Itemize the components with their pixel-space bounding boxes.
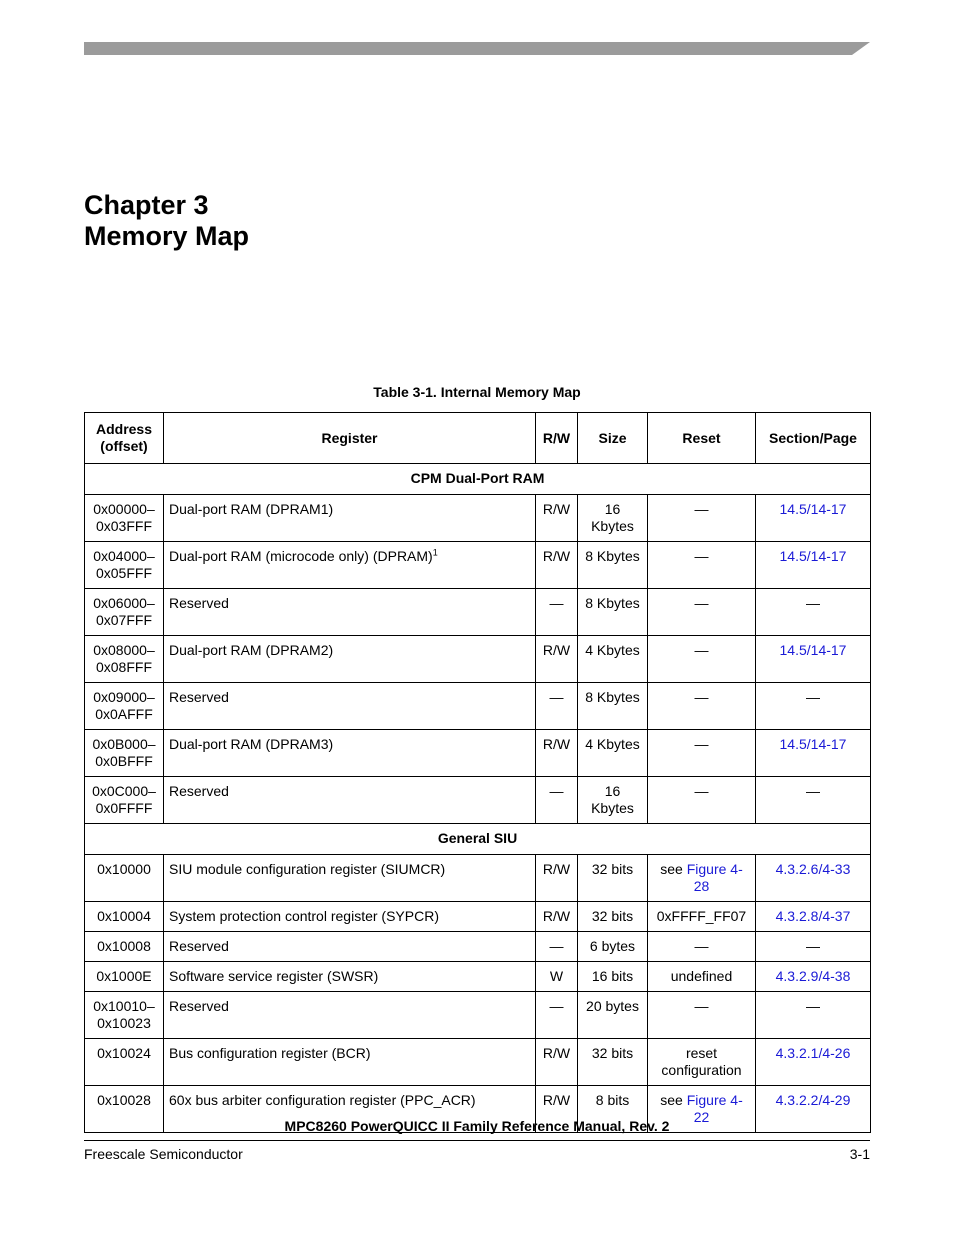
footer-manual-title: MPC8260 PowerQUICC II Family Reference Manual, Rev. 2	[284, 1118, 670, 1134]
table-row	[85, 902, 871, 932]
header-address-line2: (offset)	[100, 438, 148, 454]
section-cell[interactable]	[756, 730, 871, 777]
rw-cell: —	[536, 777, 578, 824]
section-cell: —	[756, 589, 871, 636]
register-cell: Reserved	[164, 992, 536, 1039]
section-link[interactable]: 4.3.2.9/4-38	[775, 968, 851, 984]
size-cell: 32 bits	[578, 1039, 648, 1086]
register-cell: SIU module configuration register (SIUMCR)	[164, 855, 536, 902]
reset-cell: 0xFFFF_FF07	[648, 902, 756, 932]
section-link[interactable]: 4.3.2.1/4-26	[775, 1045, 851, 1061]
section-cell[interactable]	[756, 902, 871, 932]
section-title: General SIU	[85, 824, 871, 855]
size-value: 16	[604, 501, 621, 517]
address-start: 0x10010–	[93, 998, 155, 1014]
address-start: 0x04000–	[93, 548, 155, 564]
register-cell: Reserved	[164, 777, 536, 824]
footer-divider	[84, 1140, 870, 1141]
address-end: 0x08FFF	[95, 659, 152, 675]
size-cell: 8 Kbytes	[578, 542, 648, 589]
footnote-marker: 1	[432, 547, 438, 558]
address-start: 0x0B000–	[92, 736, 156, 752]
footer-page-number: 3-1	[849, 1146, 870, 1162]
address-end: 0x10023	[97, 1015, 151, 1031]
reset-cell: —	[648, 636, 756, 683]
size-cell: 8 Kbytes	[578, 683, 648, 730]
reset-line2: configuration	[661, 1062, 742, 1078]
reset-cell: —	[648, 730, 756, 777]
register-cell: Reserved	[164, 932, 536, 962]
size-cell: 4 Kbytes	[578, 636, 648, 683]
reset-prefix: see	[660, 1092, 687, 1108]
size-unit: Kbytes	[591, 800, 634, 816]
address-cell	[85, 992, 164, 1039]
table-row	[85, 1039, 871, 1086]
section-link[interactable]: 14.5/14-17	[779, 501, 847, 517]
register-cell: System protection control register (SYPCR)	[164, 902, 536, 932]
table-header-row	[85, 413, 871, 464]
size-cell: 32 bits	[578, 902, 648, 932]
rw-cell: R/W	[536, 495, 578, 542]
address-cell: 0x10024	[85, 1039, 164, 1086]
reset-cell	[648, 1039, 756, 1086]
address-end: 0x03FFF	[95, 518, 152, 534]
size-cell: 4 Kbytes	[578, 730, 648, 777]
table-caption: Table 3-1. Internal Memory Map	[373, 384, 581, 400]
rw-cell: R/W	[536, 730, 578, 777]
memory-map-table	[84, 412, 871, 1133]
size-cell: 20 bytes	[578, 992, 648, 1039]
table-row	[85, 932, 871, 962]
register-name: Dual-port RAM (microcode only) (DPRAM)	[169, 548, 433, 564]
address-start: 0x06000–	[93, 595, 155, 611]
rw-cell: —	[536, 932, 578, 962]
section-cell: —	[756, 683, 871, 730]
section-cell: —	[756, 777, 871, 824]
section-link[interactable]: 4.3.2.2/4-29	[775, 1092, 851, 1108]
address-end: 0x0FFFF	[95, 800, 153, 816]
reset-cell: —	[648, 542, 756, 589]
table-row	[85, 495, 871, 542]
size-cell: 32 bits	[578, 855, 648, 902]
rw-cell: R/W	[536, 855, 578, 902]
address-cell	[85, 683, 164, 730]
table-row	[85, 683, 871, 730]
figure-link[interactable]: Figure 4-28	[686, 861, 743, 894]
chapter-number: Chapter 3	[84, 190, 209, 220]
size-cell: 6 bytes	[578, 932, 648, 962]
table-row	[85, 962, 871, 992]
section-title: CPM Dual-Port RAM	[85, 464, 871, 495]
rw-cell: R/W	[536, 902, 578, 932]
register-cell: Dual-port RAM (DPRAM1)	[164, 495, 536, 542]
reset-cell: —	[648, 589, 756, 636]
reset-cell: —	[648, 495, 756, 542]
reset-prefix: see	[660, 861, 687, 877]
address-cell: 0x10008	[85, 932, 164, 962]
rw-cell: R/W	[536, 542, 578, 589]
size-cell: 8 bits	[578, 1086, 648, 1133]
reset-cell: —	[648, 932, 756, 962]
register-cell: Software service register (SWSR)	[164, 962, 536, 992]
size-value: 16	[604, 783, 621, 799]
register-cell: Dual-port RAM (DPRAM3)	[164, 730, 536, 777]
register-cell: Reserved	[164, 683, 536, 730]
table-row	[85, 730, 871, 777]
footer-publisher: Freescale Semiconductor	[84, 1146, 243, 1162]
size-cell: 16 bits	[578, 962, 648, 992]
section-link[interactable]: 4.3.2.6/4-33	[775, 861, 851, 877]
address-cell: 0x1000E	[85, 962, 164, 992]
address-end: 0x07FFF	[95, 612, 152, 628]
section-link[interactable]: 4.3.2.8/4-37	[775, 908, 851, 924]
section-link[interactable]: 14.5/14-17	[779, 548, 847, 564]
header-size: Size	[578, 413, 648, 464]
size-cell	[578, 777, 648, 824]
address-start: 0x0C000–	[92, 783, 156, 799]
address-cell: 0x10004	[85, 902, 164, 932]
table-row	[85, 636, 871, 683]
header-address-line1: Address	[95, 421, 153, 437]
address-cell	[85, 589, 164, 636]
chapter-title	[84, 190, 249, 252]
register-cell: Dual-port RAM (DPRAM2)	[164, 636, 536, 683]
rw-cell: R/W	[536, 1039, 578, 1086]
size-unit: Kbytes	[591, 518, 634, 534]
register-cell: Reserved	[164, 589, 536, 636]
address-start: 0x09000–	[93, 689, 155, 705]
reset-line1: reset	[685, 1045, 718, 1061]
address-start: 0x00000–	[93, 501, 155, 517]
figure-link[interactable]: Figure 4-22	[686, 1092, 743, 1125]
section-cell[interactable]	[756, 962, 871, 992]
section-row-cpm	[85, 464, 871, 495]
rw-cell: W	[536, 962, 578, 992]
section-cell[interactable]	[756, 495, 871, 542]
section-cell[interactable]	[756, 636, 871, 683]
header-rw: R/W	[536, 413, 578, 464]
table-row	[85, 589, 871, 636]
chapter-name: Memory Map	[84, 221, 250, 251]
address-start: 0x08000–	[93, 642, 155, 658]
address-cell	[85, 730, 164, 777]
register-cell: Bus configuration register (BCR)	[164, 1039, 536, 1086]
address-end: 0x05FFF	[95, 565, 152, 581]
table-row	[85, 992, 871, 1039]
reset-cell	[648, 855, 756, 902]
address-cell: 0x10028	[85, 1086, 164, 1133]
rw-cell: —	[536, 992, 578, 1039]
section-link[interactable]: 14.5/14-17	[779, 736, 847, 752]
address-end: 0x0BFFF	[95, 753, 153, 769]
section-link[interactable]: 14.5/14-17	[779, 642, 847, 658]
reset-cell: —	[648, 777, 756, 824]
table-row	[85, 542, 871, 589]
address-cell: 0x10000	[85, 855, 164, 902]
header-section: Section/Page	[756, 413, 871, 464]
register-cell: 60x bus arbiter configuration register (PPC_ACR)	[164, 1086, 536, 1133]
reset-cell: undefined	[648, 962, 756, 992]
address-cell	[85, 636, 164, 683]
reset-cell: —	[648, 992, 756, 1039]
reset-cell: —	[648, 683, 756, 730]
section-row-general-siu	[85, 824, 871, 855]
section-cell[interactable]	[756, 542, 871, 589]
address-cell	[85, 542, 164, 589]
rw-cell: R/W	[536, 636, 578, 683]
section-cell[interactable]	[756, 1039, 871, 1086]
header-address	[85, 413, 164, 464]
size-cell: 8 Kbytes	[578, 589, 648, 636]
register-cell	[164, 542, 536, 589]
rw-cell: R/W	[536, 1086, 578, 1133]
address-cell	[85, 777, 164, 824]
header-decorative-bar	[84, 42, 870, 55]
header-reset: Reset	[648, 413, 756, 464]
rw-cell: —	[536, 589, 578, 636]
section-cell: —	[756, 992, 871, 1039]
section-cell[interactable]	[756, 855, 871, 902]
table-row	[85, 855, 871, 902]
header-register: Register	[164, 413, 536, 464]
size-cell	[578, 495, 648, 542]
rw-cell: —	[536, 683, 578, 730]
address-end: 0x0AFFF	[95, 706, 153, 722]
table-row	[85, 777, 871, 824]
section-cell: —	[756, 932, 871, 962]
address-cell	[85, 495, 164, 542]
